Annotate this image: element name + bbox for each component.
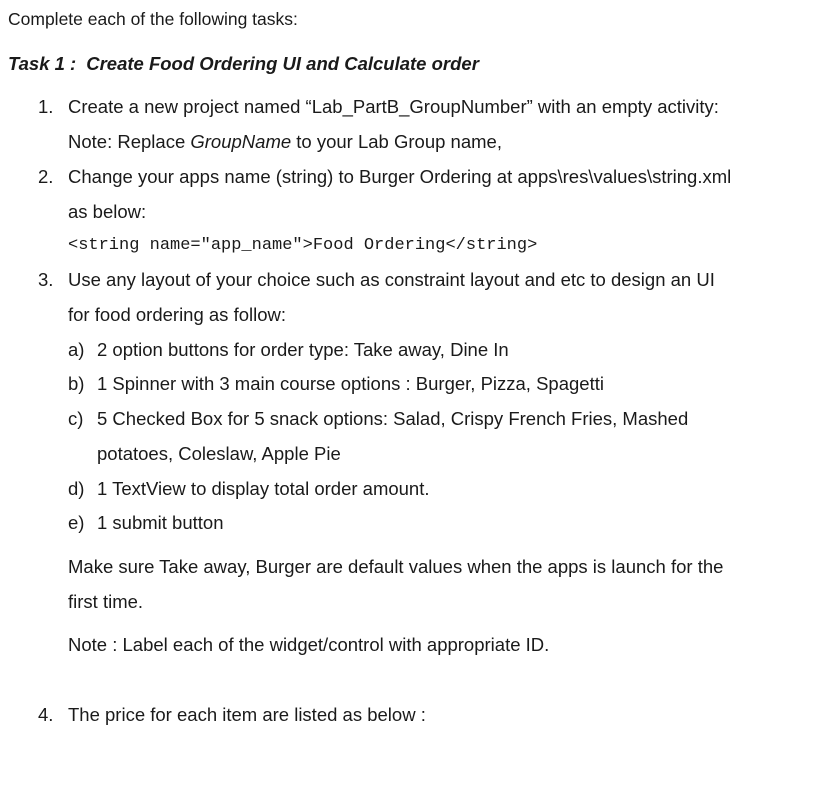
item-4-number: 4.	[38, 704, 54, 725]
sub-item-b-label: b)	[68, 373, 85, 394]
sub-item-a-label: a)	[68, 339, 85, 360]
sub-item-c-label: c)	[68, 408, 84, 429]
sub-item-d-label: d)	[68, 478, 85, 499]
item-2-number: 2.	[38, 166, 54, 187]
item-1-note-after: to your Lab Group name,	[291, 131, 502, 152]
item-1-text: Create a new project named “Lab_PartB_GroupNumber” with an empty activity:	[68, 96, 719, 117]
task-label: Task 1 :	[8, 53, 77, 74]
item-4-text: The price for each item are listed as below :	[68, 704, 426, 725]
sub-item-e-text: 1 submit button	[97, 512, 224, 533]
defaults-paragraph: Make sure Take away, Burger are default values when the apps is launch for the	[68, 556, 724, 577]
intro-text: Complete each of the following tasks:	[8, 9, 298, 29]
item-1-note-italic: GroupName	[190, 131, 292, 152]
defaults-paragraph-cont: first time.	[68, 591, 144, 612]
item-1-note-before: Note: Replace	[68, 131, 191, 152]
sub-item-b-text: 1 Spinner with 3 main course options : Burger, Pizza, Spagetti	[97, 373, 604, 394]
sub-item-e-label: e)	[68, 512, 85, 533]
item-3-number: 3.	[38, 269, 54, 290]
item-1-note	[68, 131, 502, 153]
id-note: Note : Label each of the widget/control with appropriate ID.	[68, 634, 550, 655]
task-heading	[8, 53, 479, 75]
sub-item-d-text: 1 TextView to display total order amount.	[97, 478, 430, 499]
code-snippet: <string name="app_name">Food Ordering</string>	[68, 236, 538, 255]
item-1-number: 1.	[38, 96, 54, 117]
item-3-text-cont: for food ordering as follow:	[68, 304, 287, 325]
sub-item-c-text-cont: potatoes, Coleslaw, Apple Pie	[97, 443, 341, 464]
sub-item-c-text: 5 Checked Box for 5 snack options: Salad, Crispy French Fries, Mashed	[97, 408, 689, 429]
sub-item-a-text: 2 option buttons for order type: Take away, Dine In	[97, 339, 509, 360]
item-3-text: Use any layout of your choice such as constraint layout and etc to design an UI	[68, 269, 715, 290]
task-title: Create Food Ordering UI and Calculate order	[86, 53, 479, 74]
item-2-text: Change your apps name (string) to Burger Ordering at apps\res\values\string.xml	[68, 166, 732, 187]
item-2-text-cont: as below:	[68, 201, 147, 222]
